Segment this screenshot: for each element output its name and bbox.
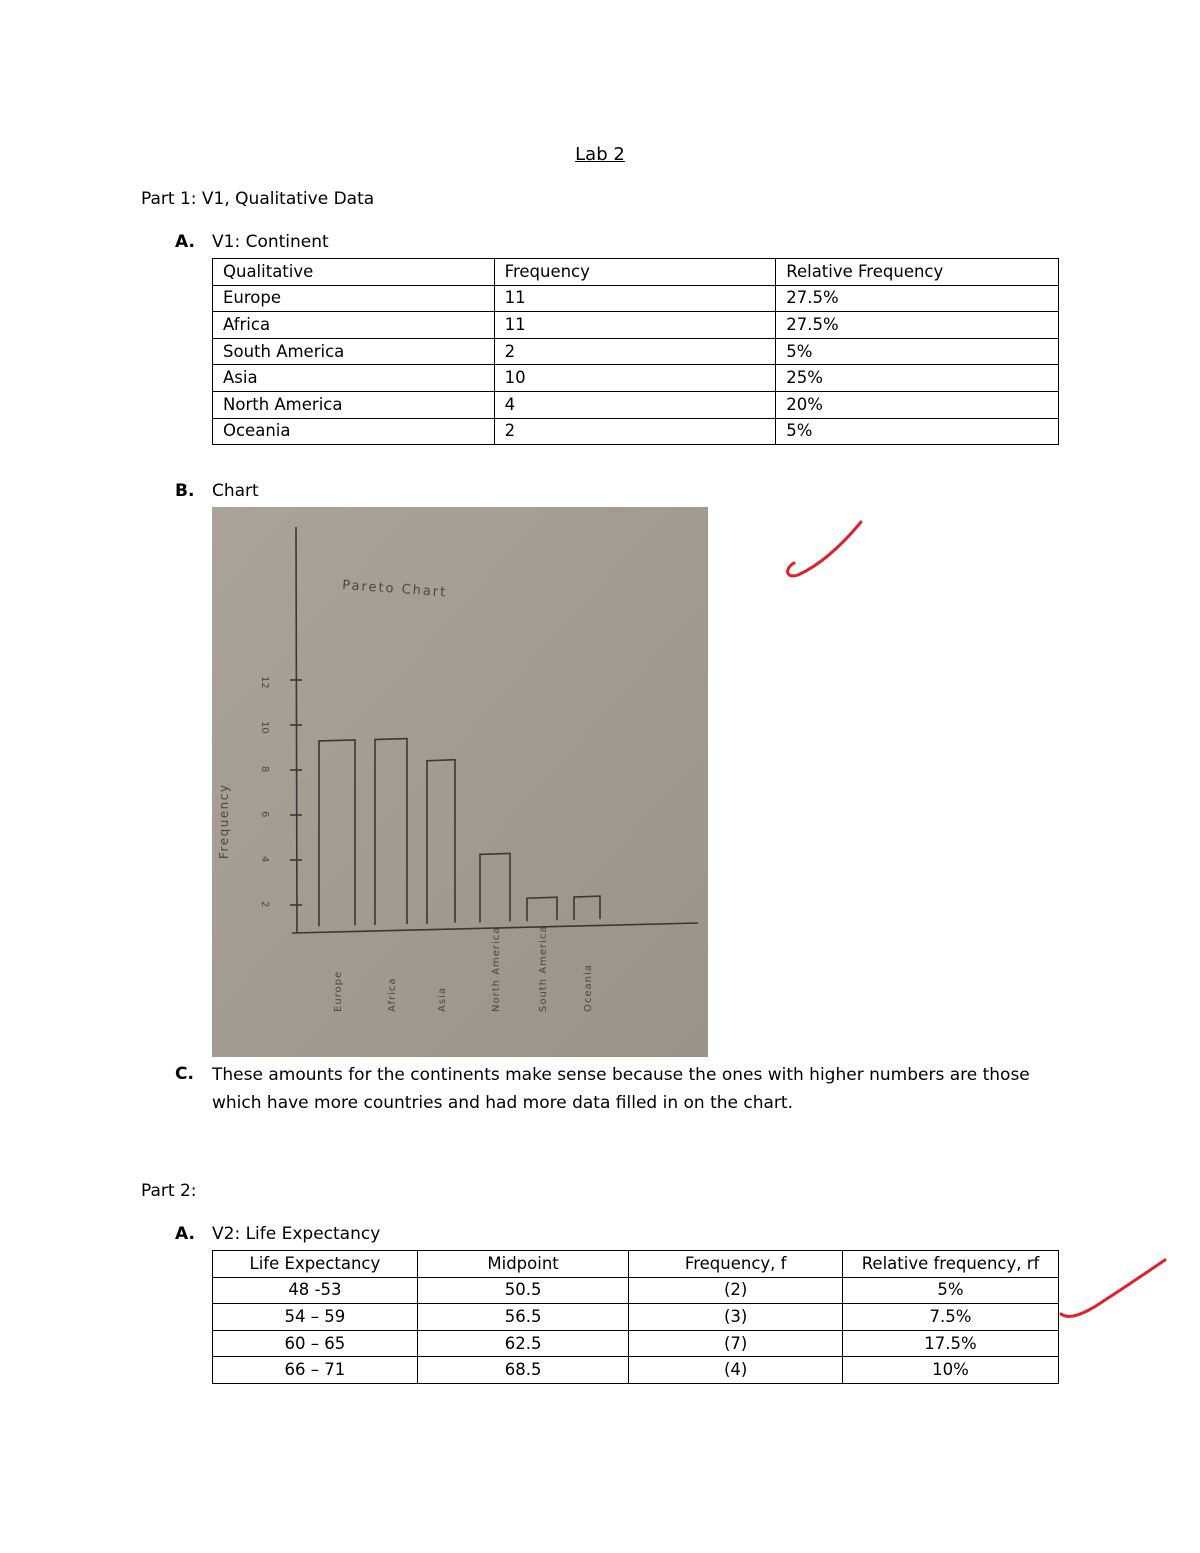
chart-title: Pareto Chart (341, 578, 448, 601)
table-cell: 4 (494, 391, 776, 418)
table-cell: 27.5% (776, 285, 1059, 312)
table-cell: 10% (843, 1357, 1059, 1384)
table-cell: 11 (494, 285, 776, 312)
table-cell: Africa (213, 312, 495, 339)
table-header-cell: Relative frequency, rf (843, 1251, 1059, 1278)
table-cell: Oceania (213, 418, 495, 445)
table-cell: 50.5 (417, 1277, 629, 1304)
check-mark-icon (1055, 1252, 1170, 1322)
table-cell: North America (213, 391, 495, 418)
part2-item-a-label: V2: Life Expectancy (212, 1224, 381, 1244)
part1-item-c-text: These amounts for the continents make sense because the ones with higher numbers are those which have more countries and had more data filled in on the chart. (212, 1065, 1030, 1113)
table-row (213, 1330, 1059, 1357)
table-header-cell: Qualitative (213, 259, 495, 286)
table-cell: 5% (843, 1277, 1059, 1304)
table-row (213, 285, 1059, 312)
table-row (213, 365, 1059, 392)
table-cell: 7.5% (843, 1304, 1059, 1331)
table-cell: 56.5 (417, 1304, 629, 1331)
chart-y-tick-label: 12 (259, 676, 270, 689)
paper-background (212, 507, 708, 1057)
chart-x-category-label: Europe (333, 970, 344, 1012)
table-cell: 54 – 59 (213, 1304, 418, 1331)
chart-x-category-label: Oceania (583, 964, 594, 1012)
part1-heading: Part 1: V1, Qualitative Data (141, 189, 375, 209)
table-cell: Europe (213, 285, 495, 312)
chart-y-axis (296, 527, 297, 933)
part1-item-a-label: V1: Continent (212, 232, 329, 252)
life-expectancy-table (212, 1250, 1059, 1384)
table-cell: Asia (213, 365, 495, 392)
part1-item-c-letter: C. (175, 1064, 194, 1084)
table-header-cell: Frequency (494, 259, 776, 286)
table-cell: 2 (494, 418, 776, 445)
page-title: Lab 2 (575, 144, 625, 165)
chart-y-tick-label: 6 (259, 811, 270, 818)
table-cell: 11 (494, 312, 776, 339)
chart-x-category-label: South America (538, 925, 549, 1012)
part1-item-b-label: Chart (212, 481, 259, 501)
table-cell: 10 (494, 365, 776, 392)
table-row (213, 391, 1059, 418)
table-cell: 66 – 71 (213, 1357, 418, 1384)
chart-y-tick-label: 8 (259, 766, 270, 773)
pareto-chart-photo (212, 507, 708, 1057)
part2-heading: Part 2: (141, 1181, 197, 1201)
chart-y-tick-label: 4 (259, 856, 270, 863)
table-cell: (7) (629, 1330, 843, 1357)
table-cell: South America (213, 338, 495, 365)
part2-item-a-letter: A. (175, 1224, 195, 1244)
table-header-row (213, 259, 1059, 286)
chart-x-category-label: Asia (437, 987, 448, 1012)
part1-item-b-letter: B. (175, 481, 195, 501)
chart-y-tick-label: 2 (259, 901, 270, 908)
chart-y-tick-label: 10 (259, 721, 270, 734)
table-row (213, 312, 1059, 339)
table-cell: (3) (629, 1304, 843, 1331)
table-header-cell: Frequency, f (629, 1251, 843, 1278)
table-cell: (4) (629, 1357, 843, 1384)
table-cell: 2 (494, 338, 776, 365)
part1-item-a-letter: A. (175, 232, 195, 252)
table-row (213, 338, 1059, 365)
table-cell: 60 – 65 (213, 1330, 418, 1357)
table-cell: (2) (629, 1277, 843, 1304)
table-row (213, 1304, 1059, 1331)
table-cell: 62.5 (417, 1330, 629, 1357)
table-row (213, 1357, 1059, 1384)
chart-ylabel: Frequency (217, 783, 231, 859)
table-header-cell: Midpoint (417, 1251, 629, 1278)
table-header-cell: Relative Frequency (776, 259, 1059, 286)
table-cell: 25% (776, 365, 1059, 392)
table-header-cell: Life Expectancy (213, 1251, 418, 1278)
table-row (213, 418, 1059, 445)
table-header-row (213, 1251, 1059, 1278)
table-cell: 68.5 (417, 1357, 629, 1384)
table-cell: 20% (776, 391, 1059, 418)
table-cell: 27.5% (776, 312, 1059, 339)
table-cell: 17.5% (843, 1330, 1059, 1357)
chart-x-category-label: North America (491, 926, 502, 1012)
continent-table (212, 258, 1059, 445)
table-cell: 5% (776, 418, 1059, 445)
check-mark-icon (780, 515, 870, 585)
table-row (213, 1277, 1059, 1304)
table-cell: 48 -53 (213, 1277, 418, 1304)
chart-x-category-label: Africa (387, 977, 398, 1012)
table-cell: 5% (776, 338, 1059, 365)
